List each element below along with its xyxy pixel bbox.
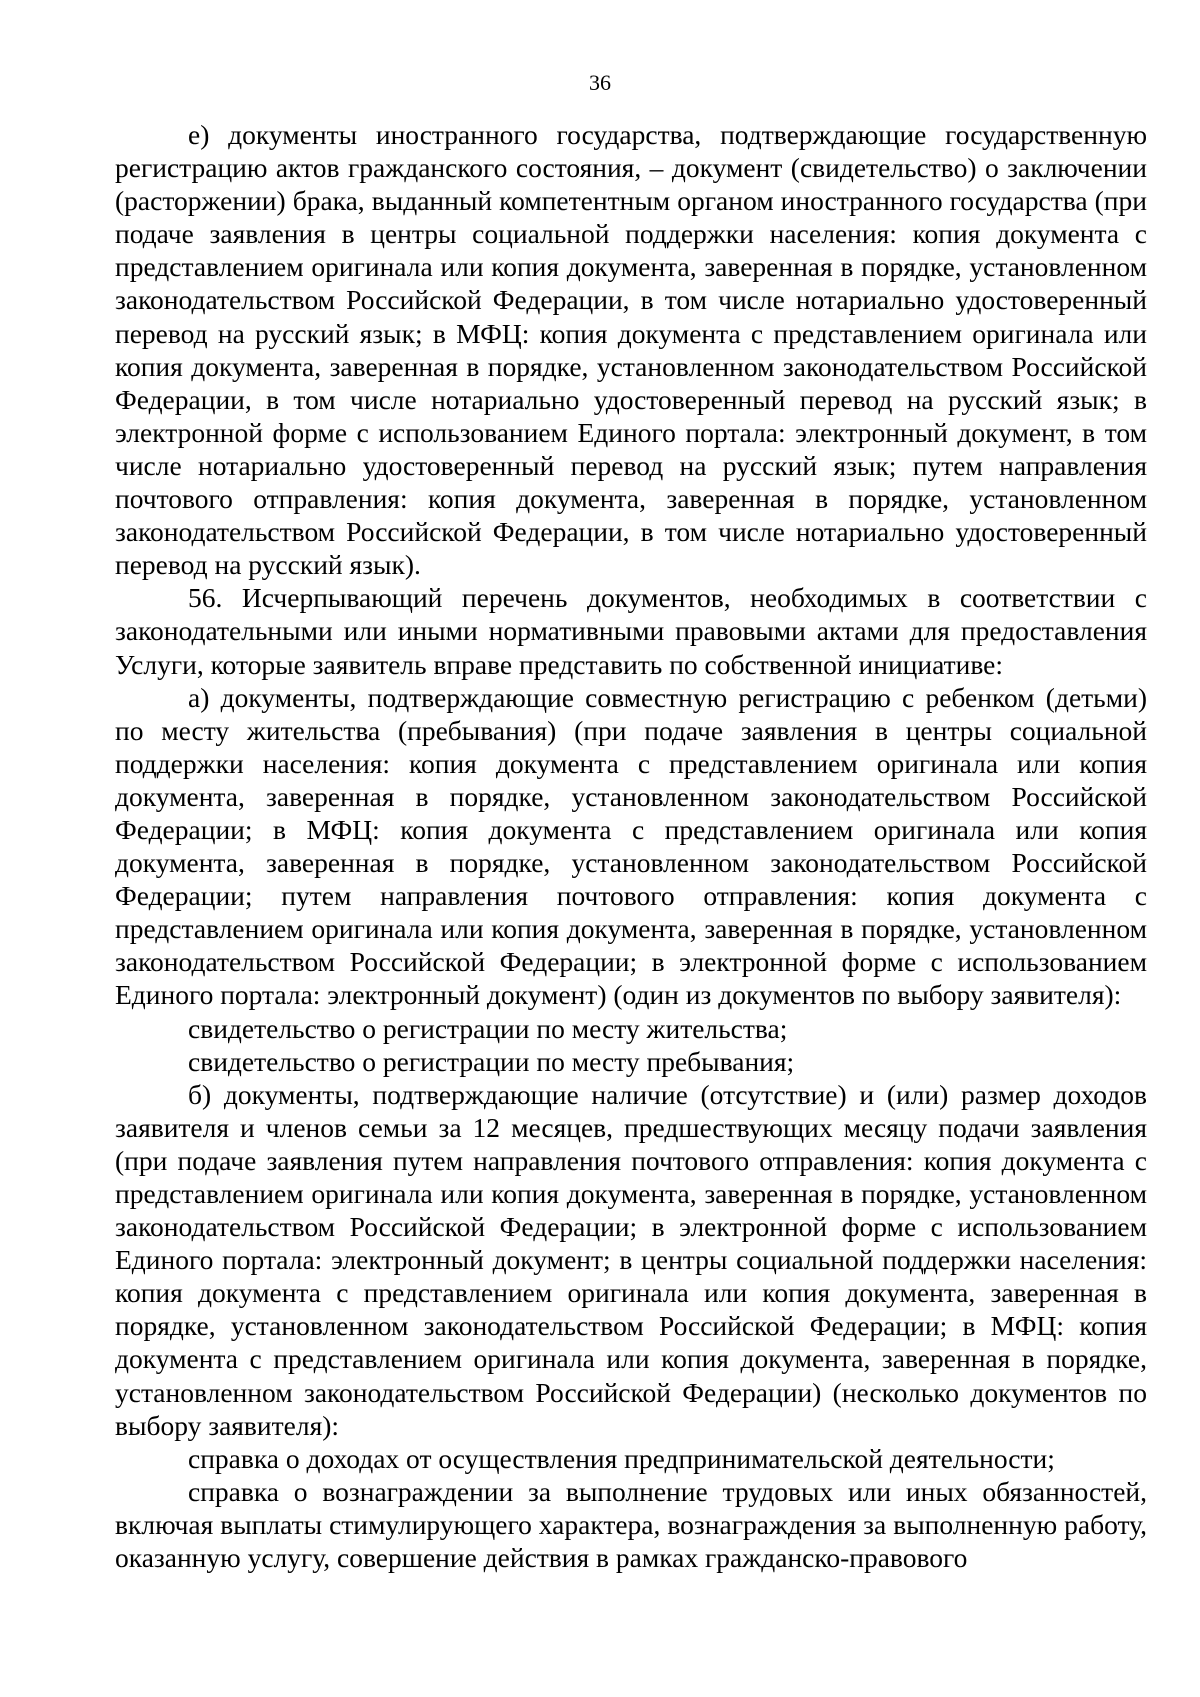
list-item-remuneration-certificate: справка о вознаграждении за выполнение трудовых или иных обязанностей, включая выплаты стимулирующего характера, вознаграждения за выполненную работу, оказанную услугу, совершение действия в рамках гражданско-правового [115, 1475, 1147, 1574]
paragraph-item-b: б) документы, подтверждающие наличие (отсутствие) и (или) размер доходов заявителя и членов семьи за 12 месяцев, предшествующих месяцу подачи заявления (при подаче заявления путем направления почтового отправления: копия документа с представлением оригинала или копия документа, заверенная в порядке, установленном законодательством Российской Федерации; в электронной форме с использованием Единого портала: электронный документ; в центры социальной поддержки населения: копия документа с представлением оригинала или копия документа, заверенная в порядке, установленном законодательством Российской Федерации; в МФЦ: копия документа с представлением оригинала или копия документа, заверенная в порядке, установленном законодательством Российской Федерации) (несколько документов по выбору заявителя): [115, 1078, 1147, 1441]
list-item-residence-certificate: свидетельство о регистрации по месту жительства; [188, 1012, 788, 1044]
document-body [115, 118, 1147, 1574]
paragraph-item-a: а) документы, подтверждающие совместную регистрацию с ребенком (детьми) по месту жительства (пребывания) (при подаче заявления в центры социальной поддержки населения: копия документа с представлением оригинала или копия документа, заверенная в порядке, установленном законодательством Российской Федерации; в МФЦ: копия документа с представлением оригинала или копия документа, заверенная в порядке, установленном законодательством Российской Федерации; путем направления почтового отправления: копия документа с представлением оригинала или копия документа, заверенная в порядке, установленном законодательством Российской Федерации; в электронной форме с использованием Единого портала: электронный документ) (один из документов по выбору заявителя): [115, 681, 1147, 1011]
page-number: 36 [589, 70, 611, 95]
paragraph-56: 56. Исчерпывающий перечень документов, необходимых в соответствии с законодательными или иными нормативными правовыми актами для предоставления Услуги, которые заявитель вправе представить по собственной инициативе: [115, 582, 1147, 680]
list-item-stay-certificate: свидетельство о регистрации по месту пребывания; [188, 1045, 795, 1077]
paragraph-item-e: е) документы иностранного государства, подтверждающие государственную регистрацию актов гражданского состояния, – документ (свидетельство) о заключении (расторжении) брака, выданный компетентным органом иностранного государства (при подаче заявления в центры социальной поддержки населения: копия документа с представлением оригинала или копия документа, заверенная в порядке, установленном законодательством Российской Федерации, в том числе нотариально удостоверенный перевод на русский язык; в МФЦ: копия документа с представлением оригинала или копия документа, заверенная в порядке, установленном законодательством Российской Федерации, в том числе нотариально удостоверенный перевод на русский язык; в электронной форме с использованием Единого портала: электронный документ, в том числе нотариально удостоверенный перевод на русский язык; путем направления почтового отправления: копия документа, заверенная в порядке, установленном законодательством Российской Федерации, в том числе нотариально удостоверенный перевод на русский язык). [115, 119, 1147, 581]
list-item-business-income-certificate: справка о доходах от осуществления предпринимательской деятельности; [188, 1442, 1055, 1474]
